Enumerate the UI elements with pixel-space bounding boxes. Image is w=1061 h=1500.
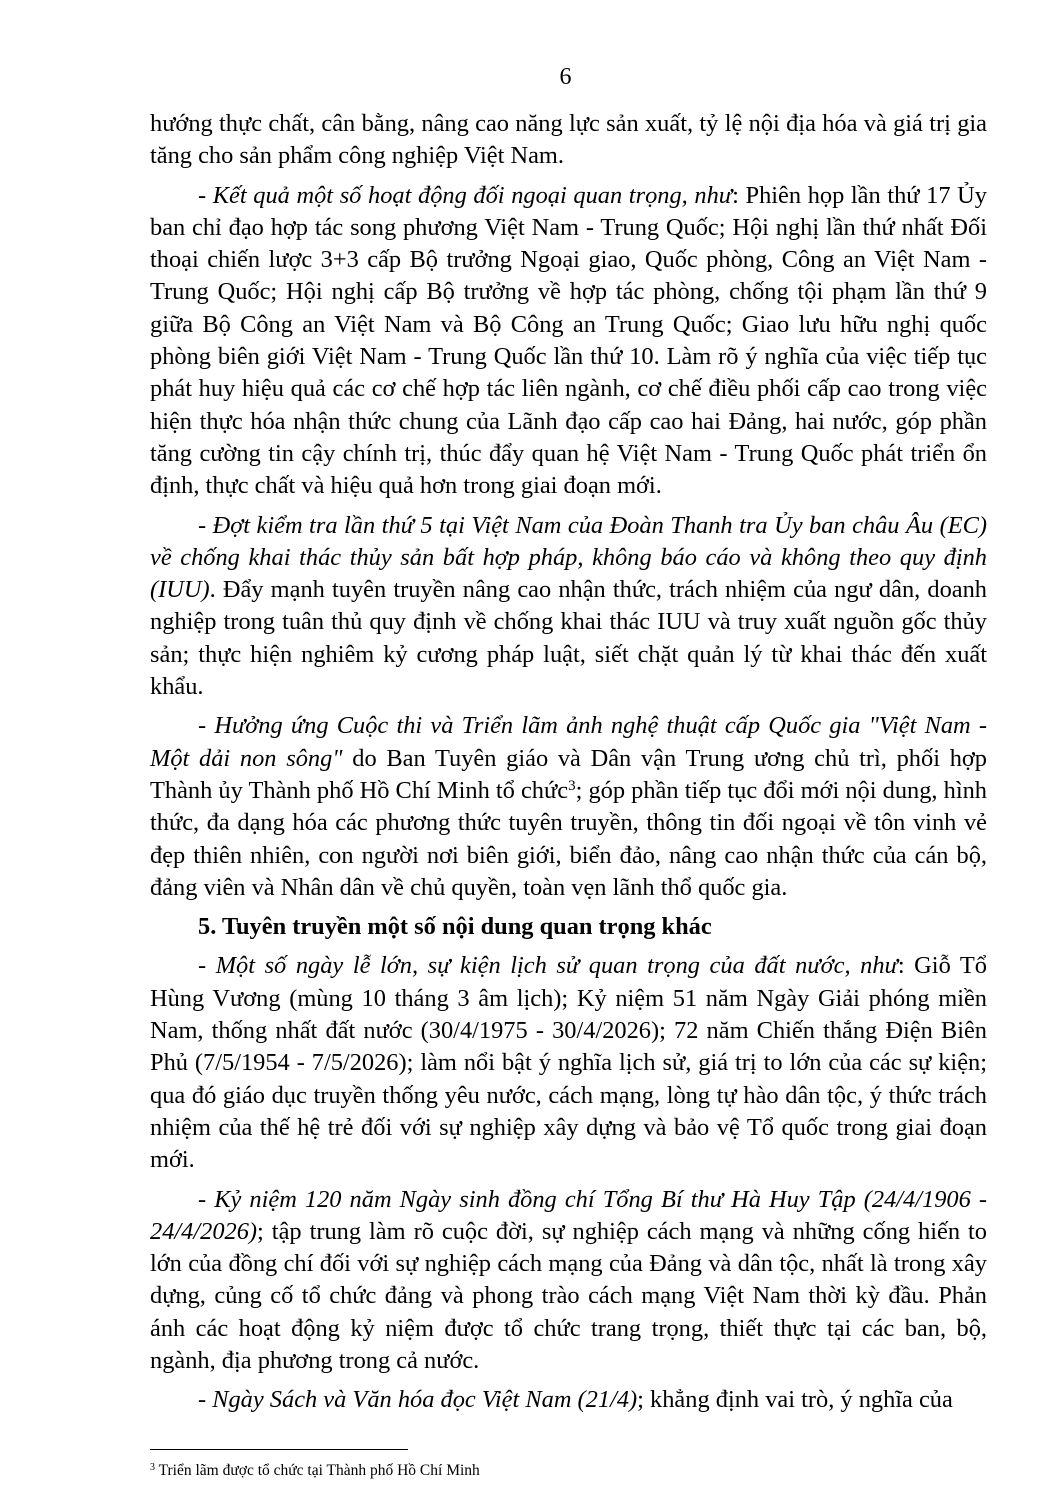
- paragraph-lead: - Hưởng ứng Cuộc thi và Triển lãm ảnh nghệ thuật cấp Quốc gia "Việt Nam - Một dải non sông": [150, 712, 987, 772]
- paragraph-text: . Đẩy mạnh tuyên truyền nâng cao nhận thức, trách nhiệm của ngư dân, doanh nghiệp trong tuân thủ quy định về chống khai thác IUU và truy xuất nguồn gốc thủy sản; thực hiện nghiêm kỷ cương pháp luật, siết chặt quản lý từ khai thác đến xuất khẩu.: [150, 576, 987, 701]
- footnote-marker: 3: [150, 1462, 155, 1473]
- paragraph-lead: - Ngày Sách và Văn hóa đọc Việt Nam (21/4): [198, 1386, 638, 1414]
- paragraph-ha-huy-tap: [150, 1184, 987, 1378]
- paragraph-book-day: [150, 1384, 987, 1416]
- section-heading: 5. Tuyên truyền một số nội dung quan trọng khác: [198, 913, 712, 941]
- footnote-reference: 3: [568, 777, 576, 794]
- paragraph-foreign-affairs: [150, 180, 987, 503]
- paragraph-lead: - Kết quả một số hoạt động đối ngoại quan trọng, như: [198, 181, 733, 209]
- paragraph-text: do Ban Tuyên giáo và Dân vận Trung ương chủ trì, phối hợp Thành ủy Thành phố Hồ Chí Minh tổ chức: [150, 744, 987, 804]
- paragraph-national-holidays: [150, 950, 987, 1176]
- paragraph-text: : Phiên họp lần thứ 17 Ủy ban chỉ đạo hợp tác song phương Việt Nam - Trung Quốc; Hội nghị lần thứ nhất Đối thoại chiến lược 3+3 cấp Bộ trưởng Ngoại giao, Quốc phòng, Công an Việt Nam - Trung Quốc; Hội nghị cấp Bộ trưởng về hợp tác phòng, chống tội phạm lần thứ 9 giữa Bộ Công an Việt Nam và Bộ Công an Trung Quốc; Giao lưu hữu nghị quốc phòng biên giới Việt Nam - Trung Quốc lần thứ 10. Làm rõ ý nghĩa của việc tiếp tục phát huy hiệu quả các cơ chế hợp tác liên ngành, cơ chế điều phối cấp cao trong việc hiện thực hóa nhận thức chung của Lãnh đạo cấp cao hai Đảng, hai nước, góp phần tăng cường tin cậy chính trị, thúc đẩy quan hệ Việt Nam - Trung Quốc phát triển ổn định, thực chất và hiệu quả hơn trong giai đoạn mới.: [150, 181, 987, 500]
- paragraph-photo-contest: [150, 710, 987, 904]
- paragraph-text: : Giỗ Tổ Hùng Vương (mùng 10 tháng 3 âm lịch); Kỷ niệm 51 năm Ngày Giải phóng miền Nam, thống nhất đất nước (30/4/1975 - 30/4/2026); 72 năm Chiến thắng Điện Biên Phủ (7/5/1954 - 7/5/2026); làm nổi bật ý nghĩa lịch sử, giá trị to lớn của các sự kiện; qua đó giáo dục truyền thống yêu nước, cách mạng, lòng tự hào dân tộc, ý thức trách nhiệm của thế hệ trẻ đối với sự nghiệp xây dựng và bảo vệ Tổ quốc trong giai đoạn mới.: [150, 952, 988, 1174]
- document-body: [150, 108, 987, 1424]
- page-number: 6: [559, 64, 572, 90]
- paragraph-lead: - Một số ngày lễ lớn, sự kiện lịch sử quan trọng của đất nước, như: [198, 952, 898, 980]
- paragraph-text-after: ; góp phần tiếp tục đổi mới nội dung, hình thức, đa dạng hóa các phương thức tuyên truyền, thông tin đối ngoại về tôn vinh vẻ đẹp thiên nhiên, con người nơi biên giới, biển đảo, nâng cao nhận thức của cán bộ, đảng viên và Nhân dân về chủ quyền, toàn vẹn lãnh thổ quốc gia.: [150, 776, 987, 901]
- footnote-divider: [150, 1449, 408, 1450]
- paragraph-text: ; khẳng định vai trò, ý nghĩa của: [637, 1386, 953, 1414]
- paragraph-intro-continuation: hướng thực chất, cân bằng, nâng cao năng lực sản xuất, tỷ lệ nội địa hóa và giá trị gia tăng cho sản phẩm công nghiệp Việt Nam.: [150, 110, 987, 170]
- paragraph-text: ; tập trung làm rõ cuộc đời, sự nghiệp cách mạng và những cống hiến to lớn của đồng chí đối với sự nghiệp cách mạng của Đảng và dân tộc, nhất là trong xây dựng, củng cố tổ chức đảng và phong trào cách mạng Việt Nam thời kỳ đầu. Phản ánh các hoạt động kỷ niệm được tổ chức trang trọng, thiết thực tại các ban, bộ, ngành, địa phương trong cả nước.: [150, 1217, 987, 1374]
- paragraph-lead: - Kỷ niệm 120 năm Ngày sinh đồng chí Tổng Bí thư Hà Huy Tập (24/4/1906 - 24/4/2026): [150, 1185, 987, 1245]
- paragraph-iuu-inspection: [150, 510, 987, 704]
- paragraph-lead: - Đợt kiểm tra lần thứ 5 tại Việt Nam của Đoàn Thanh tra Ủy ban châu Âu (EC) về chống khai thác thủy sản bất hợp pháp, không báo cáo và không theo quy định (IUU): [150, 511, 987, 604]
- footnote: [150, 1461, 987, 1481]
- footnote-text: Triển lãm được tổ chức tại Thành phố Hồ Chí Minh: [155, 1462, 480, 1479]
